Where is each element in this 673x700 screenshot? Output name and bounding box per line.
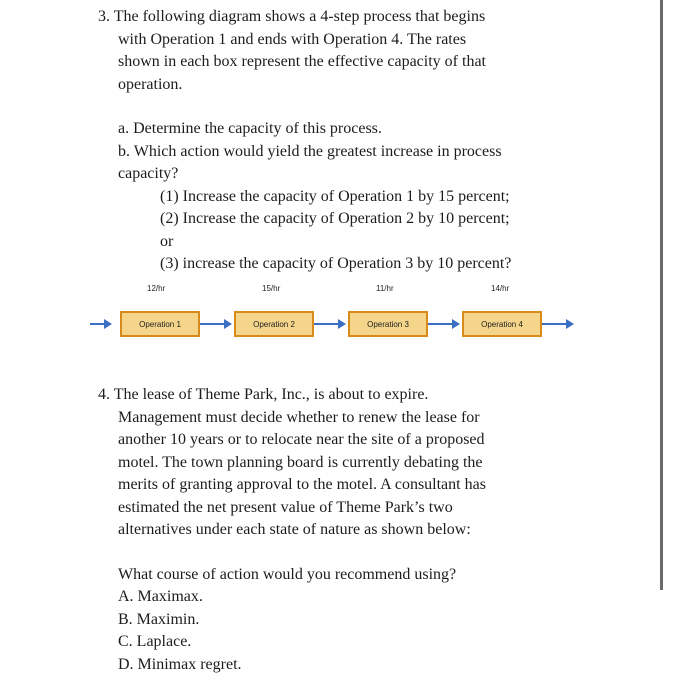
process-diagram bbox=[100, 280, 590, 350]
arrow-input bbox=[90, 323, 104, 325]
q3-line-2: with Operation 1 and ends with Operation 4. The rates bbox=[118, 30, 467, 48]
q4-choice-d: D. Minimax regret. bbox=[118, 655, 242, 673]
arrowhead-1-2-icon bbox=[224, 319, 232, 329]
q3-option-or: or bbox=[160, 232, 174, 250]
arrowhead-output-icon bbox=[566, 319, 574, 329]
q3-part-b-line-2: capacity? bbox=[118, 165, 179, 182]
q3-option-3: (3) increase the capacity of Operation 3 by 10 percent? bbox=[160, 255, 512, 272]
operation-box-3: Operation 3 bbox=[348, 311, 428, 337]
question-3-parts bbox=[118, 118, 598, 276]
q4-body bbox=[98, 407, 598, 542]
operation-box-1: Operation 1 bbox=[120, 311, 200, 337]
q4-line-4: motel. The town planning board is currently debating the bbox=[118, 453, 483, 471]
page-edge-line bbox=[660, 0, 663, 590]
q4-number: 4. bbox=[98, 386, 110, 403]
operation-box-4: Operation 4 bbox=[462, 311, 542, 337]
q3-part-b-line-1: b. Which action would yield the greatest increase in process bbox=[118, 142, 502, 160]
q3-option-2: (2) Increase the capacity of Operation 2 by 10 percent; bbox=[160, 210, 510, 227]
q4-choice-a: A. Maximax. bbox=[118, 588, 203, 605]
arrow-1-2 bbox=[200, 323, 224, 325]
arrow-3-4 bbox=[428, 323, 452, 325]
arrow-2-3 bbox=[314, 323, 338, 325]
q4-choice-c: C. Laplace. bbox=[118, 633, 192, 650]
q4-choice-b: B. Maximin. bbox=[118, 610, 200, 628]
rate-operation-2: 15/hr bbox=[262, 284, 281, 293]
q3-line-4: operation. bbox=[118, 75, 183, 93]
operation-box-2: Operation 2 bbox=[234, 311, 314, 337]
q3-option-1: (1) Increase the capacity of Operation 1 by 15 percent; bbox=[160, 187, 510, 205]
rate-operation-1: 12/hr bbox=[147, 284, 166, 293]
q4-line-3: another 10 years or to relocate near the site of a proposed bbox=[118, 431, 485, 448]
rate-operation-4: 14/hr bbox=[491, 284, 510, 293]
arrowhead-3-4-icon bbox=[452, 319, 460, 329]
q3-number: 3. bbox=[98, 8, 110, 25]
q4-line-6: estimated the net present value of Theme Park’s two bbox=[118, 498, 453, 516]
q3-part-a: a. Determine the capacity of this process. bbox=[118, 120, 382, 137]
q3-options bbox=[118, 186, 598, 276]
q4-line-2: Management must decide whether to renew the lease for bbox=[118, 408, 480, 426]
arrowhead-2-3-icon bbox=[338, 319, 346, 329]
q3-line-3: shown in each box represent the effective capacity of that bbox=[118, 53, 486, 70]
q4-line-1: 4. The lease of Theme Park, Inc., is about to expire. bbox=[98, 386, 429, 403]
q4-line-7: alternatives under each state of nature as shown below: bbox=[118, 521, 471, 538]
arrow-output bbox=[542, 323, 566, 325]
question-3 bbox=[98, 6, 598, 96]
arrowhead-input-icon bbox=[104, 319, 112, 329]
q3-line-1: 3. The following diagram shows a 4-step process that begins bbox=[98, 8, 486, 25]
q4-question: What course of action would you recommend using? bbox=[118, 565, 457, 583]
question-4 bbox=[98, 384, 598, 676]
rate-operation-3: 11/hr bbox=[376, 284, 394, 293]
q4-line-5: merits of granting approval to the motel. A consultant has bbox=[118, 476, 486, 493]
